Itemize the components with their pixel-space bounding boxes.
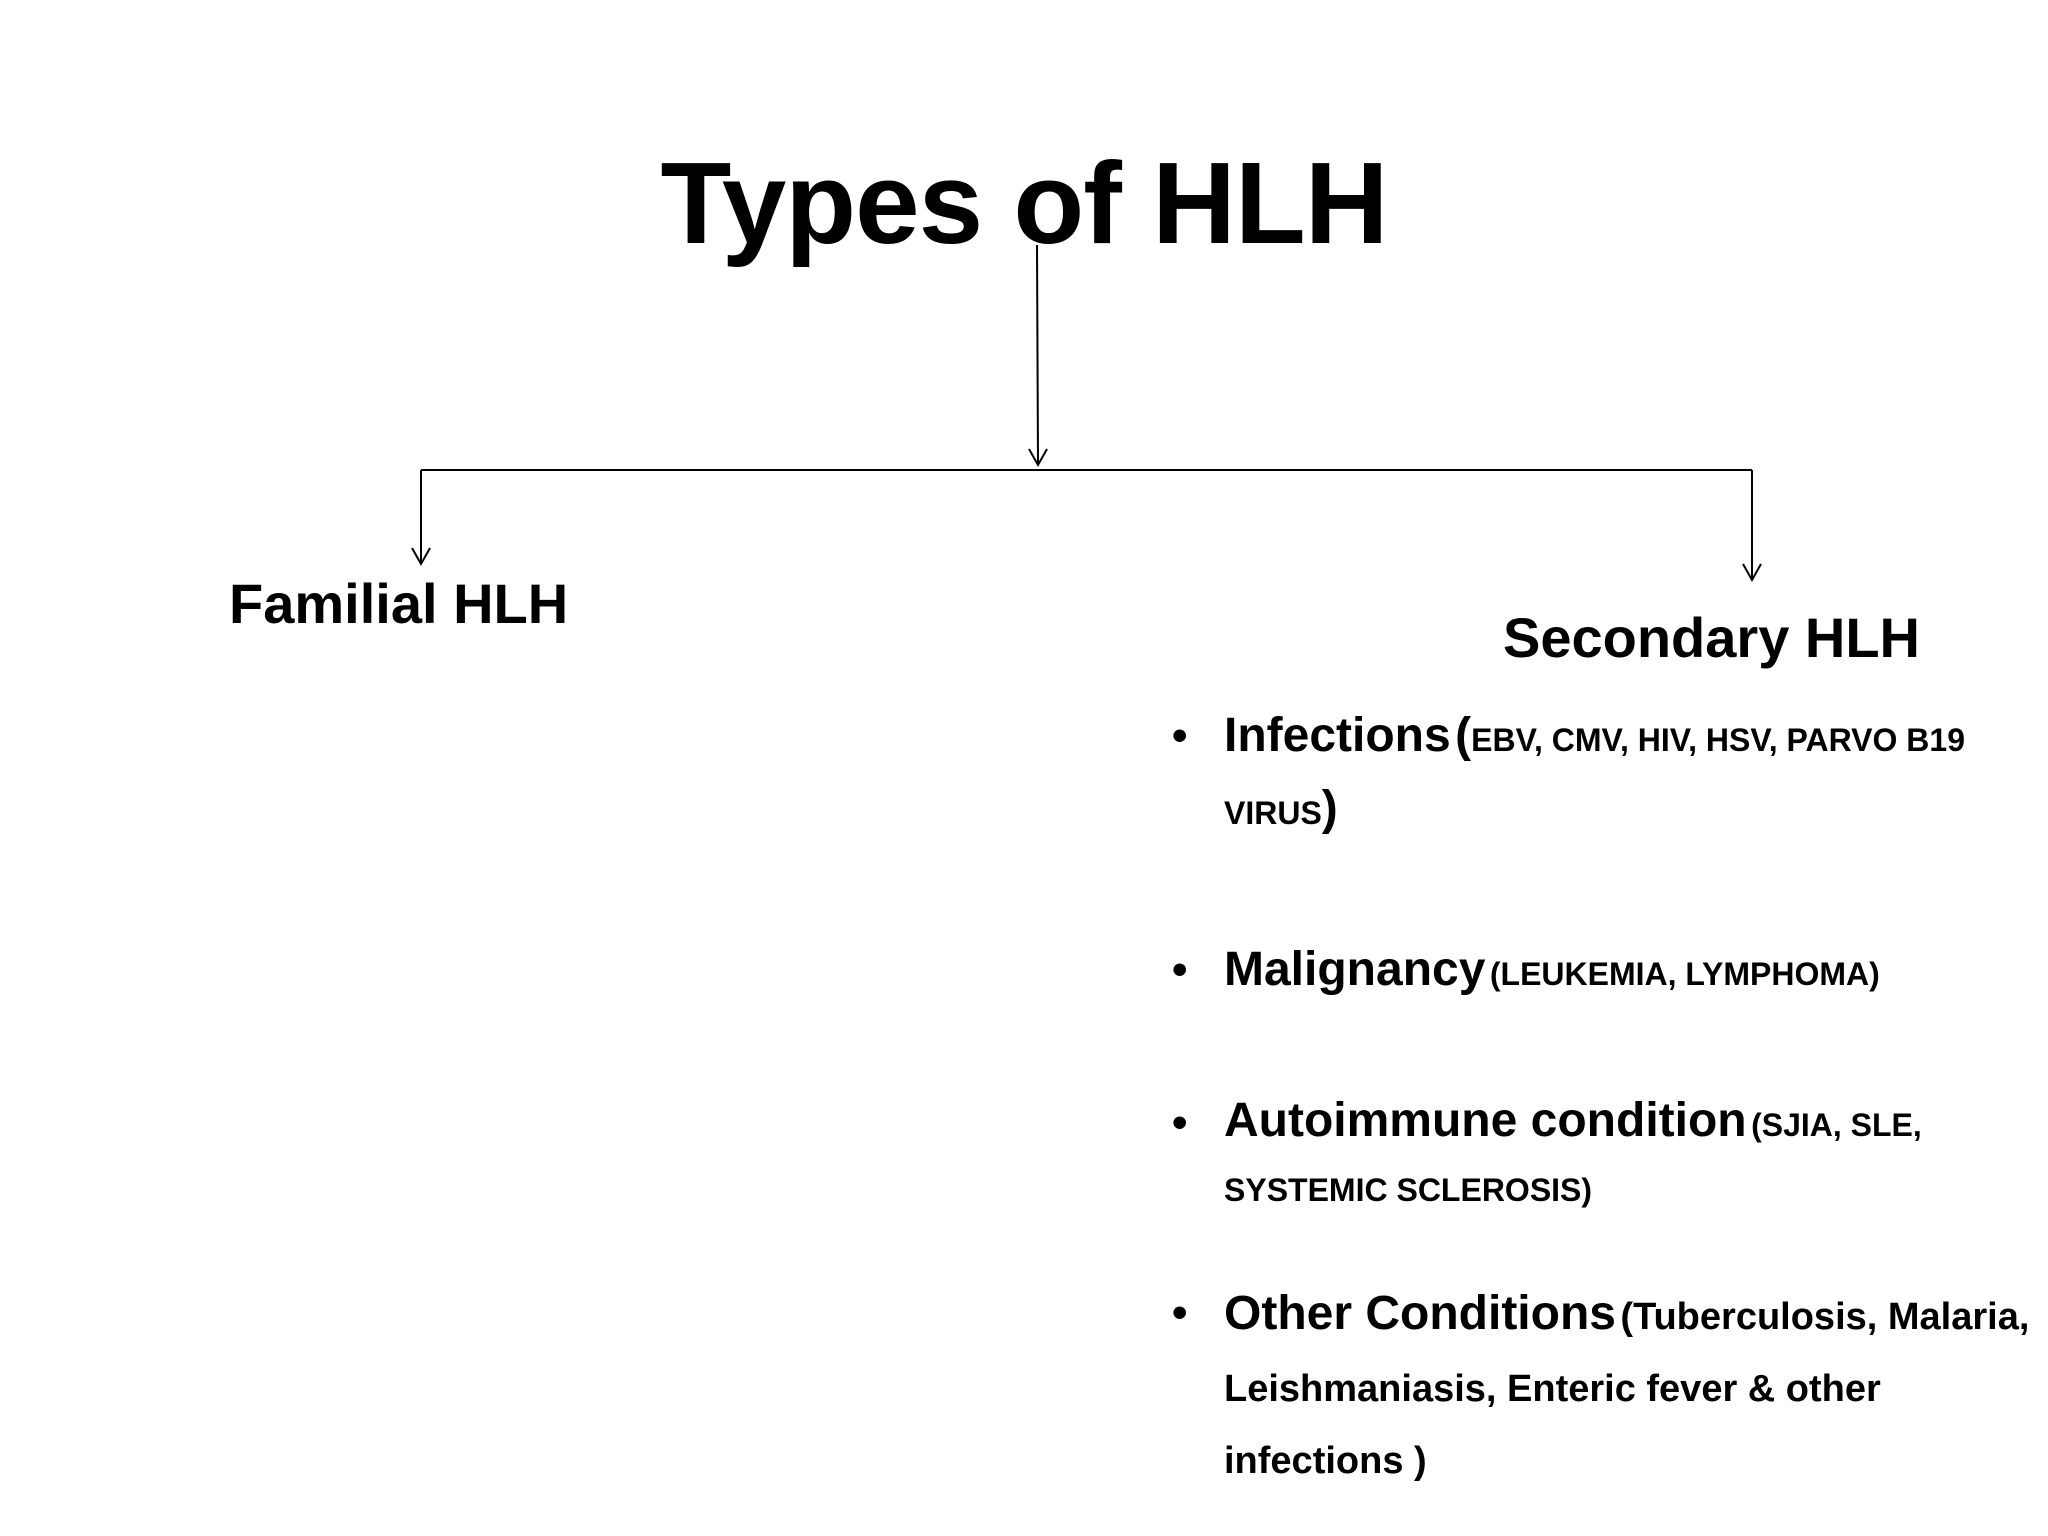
bullet-icon: • xyxy=(1172,1098,1188,1147)
item-detail-text: (Tuberculosis, Malaria, Leishmaniasis, Enteric fever & other infections ) xyxy=(1224,1296,2030,1482)
bullet-icon: • xyxy=(1172,945,1188,994)
item-close-paren: ) xyxy=(1321,782,1338,835)
list-item xyxy=(1172,1282,2032,1501)
list-item xyxy=(1172,1092,2032,1226)
secondary-hlh-label: Secondary HLH xyxy=(1503,606,1920,669)
bullet-icon: • xyxy=(1172,1288,1188,1337)
item-main-text: Infections xyxy=(1224,709,1451,762)
familial-hlh-label: Familial HLH xyxy=(229,572,569,635)
item-main-text: Autoimmune condition xyxy=(1224,1094,1747,1147)
slide-title: Types of HLH xyxy=(660,138,1388,268)
bullet-icon: • xyxy=(1172,711,1188,760)
item-main-text: Other Conditions xyxy=(1224,1287,1616,1340)
item-detail-text: (SJIA, SLE, SYSTEMIC SCLEROSIS) xyxy=(1224,1107,1922,1208)
item-open-paren: ( xyxy=(1455,709,1472,762)
item-detail-text: (LEUKEMIA, LYMPHOMA) xyxy=(1489,956,1880,992)
item-detail-text: EBV, CMV, HIV, HSV, PARVO B19 VIRUS xyxy=(1224,722,1965,831)
list-item xyxy=(1172,939,2032,1012)
stem-line xyxy=(1037,245,1038,465)
item-main-text: Malignancy xyxy=(1224,943,1486,996)
secondary-causes-list xyxy=(1172,705,2032,1501)
list-item xyxy=(1172,705,2032,851)
